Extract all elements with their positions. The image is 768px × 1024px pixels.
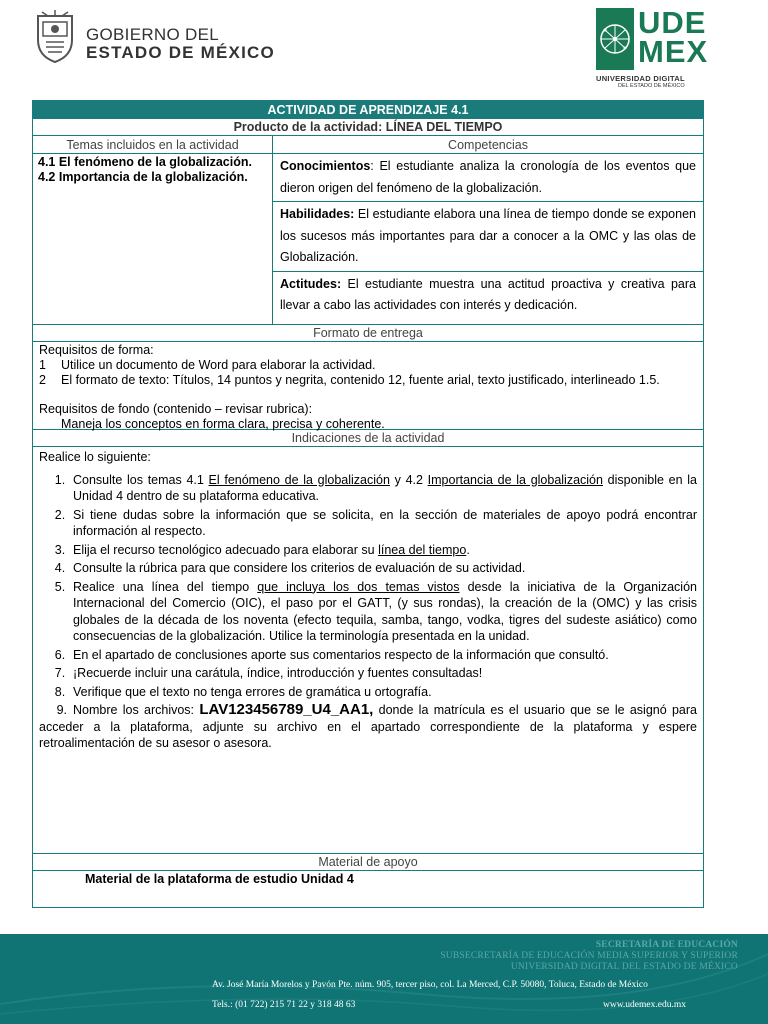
footer-line1: SECRETARÍA DE EDUCACIÓN <box>595 940 738 950</box>
text-span: Consulte los temas 4.1 <box>73 472 209 487</box>
udemex-subtitle2: DEL ESTADO DE MÉXICO <box>618 83 685 89</box>
fondo-title: Requisitos de fondo (contenido – revisar rubrica): <box>39 402 313 416</box>
list-item <box>47 647 697 664</box>
underlined-text: El fenómeno de la globalización <box>208 472 390 487</box>
footer-address: Av. José María Morelos y Pavón Pte. núm. 905, tercer piso, col. La Merced, C.P. 50080, Toluca, Estado de México <box>212 980 648 990</box>
underlined-text: que incluya los dos temas vistos <box>257 579 460 594</box>
text-span: . <box>466 542 470 557</box>
gobierno-line2: ESTADO DE MÉXICO <box>86 42 275 62</box>
list-item <box>47 684 697 701</box>
list-number: 6. <box>54 647 66 662</box>
material-item: Material de la plataforma de estudio Unidad 4 <box>85 872 354 886</box>
list-item <box>39 702 697 752</box>
conocimientos-cell <box>273 154 703 202</box>
text-span: Si tiene dudas sobre la información que se solicita, en la sección de materiales de apoyo podrá encontrar información al respecto. <box>73 507 697 538</box>
text-span: ¡Recuerde incluir una carátula, índice, introducción y fuentes consultadas! <box>73 666 483 680</box>
text-span: Nombre los archivos: <box>73 703 200 717</box>
text-span: desde la iniciativa de la Organización Internacional del Comercio (OIC), el paso por el GATT, (y sus rondas), la creación de la (OMC) y las crisis globales de la década de los noventa (efecto tequila, samba, tango, vodka, tigres del sudeste asiático) como consecuencias de la globalización. Utilice la terminología presentada en la unidad. <box>73 579 697 643</box>
material-heading: Material de apoyo <box>33 854 703 871</box>
indicaciones-list <box>39 472 697 701</box>
gobierno-wordmark <box>86 26 275 62</box>
activity-title: ACTIVIDAD DE APRENDIZAJE 4.1 <box>33 101 703 119</box>
actitudes-text: El estudiante muestra una actitud proactiva y creativa para llevar a cabo las actividades con interés y dedicación. <box>280 276 696 312</box>
page-header <box>0 0 768 100</box>
topics-header: Temas incluidos en la actividad <box>33 136 273 153</box>
text-span: disponible en la Unidad 4 dentro de su plataforma educativa. <box>73 472 697 503</box>
competencies-row <box>33 154 703 325</box>
topics-cell <box>33 154 273 324</box>
activity-table <box>32 100 704 908</box>
text-span: y 4.2 <box>389 472 428 487</box>
list-item <box>47 542 697 559</box>
list-item <box>47 665 697 682</box>
footer-institution <box>440 940 738 973</box>
indicaciones-heading: Indicaciones de la actividad <box>33 430 703 447</box>
list-number: 2 <box>39 373 46 387</box>
conocimientos-label: Conocimientos <box>280 159 371 173</box>
forma-title: Requisitos de forma: <box>39 343 154 357</box>
actitudes-cell <box>273 272 703 325</box>
udemex-line1: UDE <box>638 5 707 40</box>
underlined-text: Importancia de la globalización <box>427 472 603 487</box>
footer-line2: SUBSECRETARÍA DE EDUCACIÓN MEDIA SUPERIOR Y SUPERIOR <box>440 951 738 961</box>
habilidades-label: Habilidades: <box>280 207 355 221</box>
topic-item: 4.2 Importancia de la globalización. <box>38 170 248 184</box>
indicaciones-intro: Realice lo siguiente: <box>39 450 151 464</box>
file-name: LAV123456789_U4_AA1, <box>199 701 374 718</box>
activity-product: Producto de la actividad: LÍNEA DEL TIEMPO <box>33 119 703 136</box>
list-item <box>47 472 697 505</box>
actitudes-label: Actitudes: <box>280 276 342 291</box>
list-number: 4. <box>54 561 66 575</box>
formato-heading: Formato de entrega <box>33 325 703 342</box>
text-span: donde la matrícula es el usuario que se le asignó para acceder a la plataforma, adjunte su archivo en el apartado correspondiente de la plataforma y espere retroalimentación de su asesor o asesora. <box>39 703 697 750</box>
formato-body <box>33 342 703 430</box>
forma-item: El formato de texto: Títulos, 14 puntos y negrita, contenido 12, fuente arial, texto justificado, interlineado 1.5. <box>61 373 660 387</box>
footer-line3: UNIVERSIDAD DIGITAL DEL ESTADO DE MÉXICO <box>510 962 738 972</box>
habilidades-cell <box>273 202 703 272</box>
indicaciones-body <box>33 447 703 854</box>
text-span: Elija el recurso tecnológico adecuado para elaborar su <box>73 542 379 557</box>
list-item <box>47 507 697 540</box>
table-header-row <box>33 136 703 154</box>
udemex-line2: MEX <box>638 34 709 69</box>
list-number: 8. <box>54 684 66 699</box>
underlined-text: línea del tiempo <box>378 542 467 557</box>
topic-item: 4.1 El fenómeno de la globalización. <box>38 155 252 169</box>
habilidades-text: El estudiante elabora una línea de tiempo donde se exponen los sucesos más importantes para dar a conocer a la OMC y las olas de Globalización. <box>280 207 696 264</box>
text-span: Verifique que el texto no tenga errores de gramática u ortografía. <box>73 684 432 699</box>
text-span: En el apartado de conclusiones aporte sus comentarios respecto de la información que consultó. <box>73 647 609 662</box>
list-number: 1 <box>39 358 46 372</box>
competencies-header: Competencias <box>448 138 528 152</box>
forma-item: Utilice un documento de Word para elaborar la actividad. <box>61 358 376 372</box>
text-span: Consulte la rúbrica para que considere los criterios de evaluación de su actividad. <box>73 561 526 575</box>
gobierno-line1: GOBIERNO DEL <box>86 25 220 44</box>
udemex-logo <box>596 5 731 89</box>
globe-icon <box>596 8 634 70</box>
material-body <box>33 871 703 907</box>
conocimientos-text: : El estudiante analiza la cronología de los eventos que dieron origen del fenómeno de la globalización. <box>280 159 696 195</box>
list-number: 3. <box>54 542 66 557</box>
footer-phone: Tels.: (01 722) 215 71 22 y 318 48 63 <box>212 1000 356 1010</box>
list-item <box>47 560 697 577</box>
text-span: Realice una línea del tiempo <box>73 579 258 594</box>
list-number: 1. <box>54 472 66 487</box>
fondo-item: Maneja los conceptos en forma clara, precisa y coherente. <box>61 417 385 431</box>
footer-website-link[interactable]: www.udemex.edu.mx <box>602 1000 686 1010</box>
coat-of-arms-icon <box>34 10 76 64</box>
list-number: 9. <box>56 703 67 717</box>
page-footer <box>0 934 768 1024</box>
list-number: 2. <box>54 507 66 522</box>
list-number: 5. <box>54 579 66 594</box>
list-number: 7. <box>54 666 66 680</box>
list-item <box>47 579 697 645</box>
udemex-subtitle1: UNIVERSIDAD DIGITAL <box>596 74 685 83</box>
